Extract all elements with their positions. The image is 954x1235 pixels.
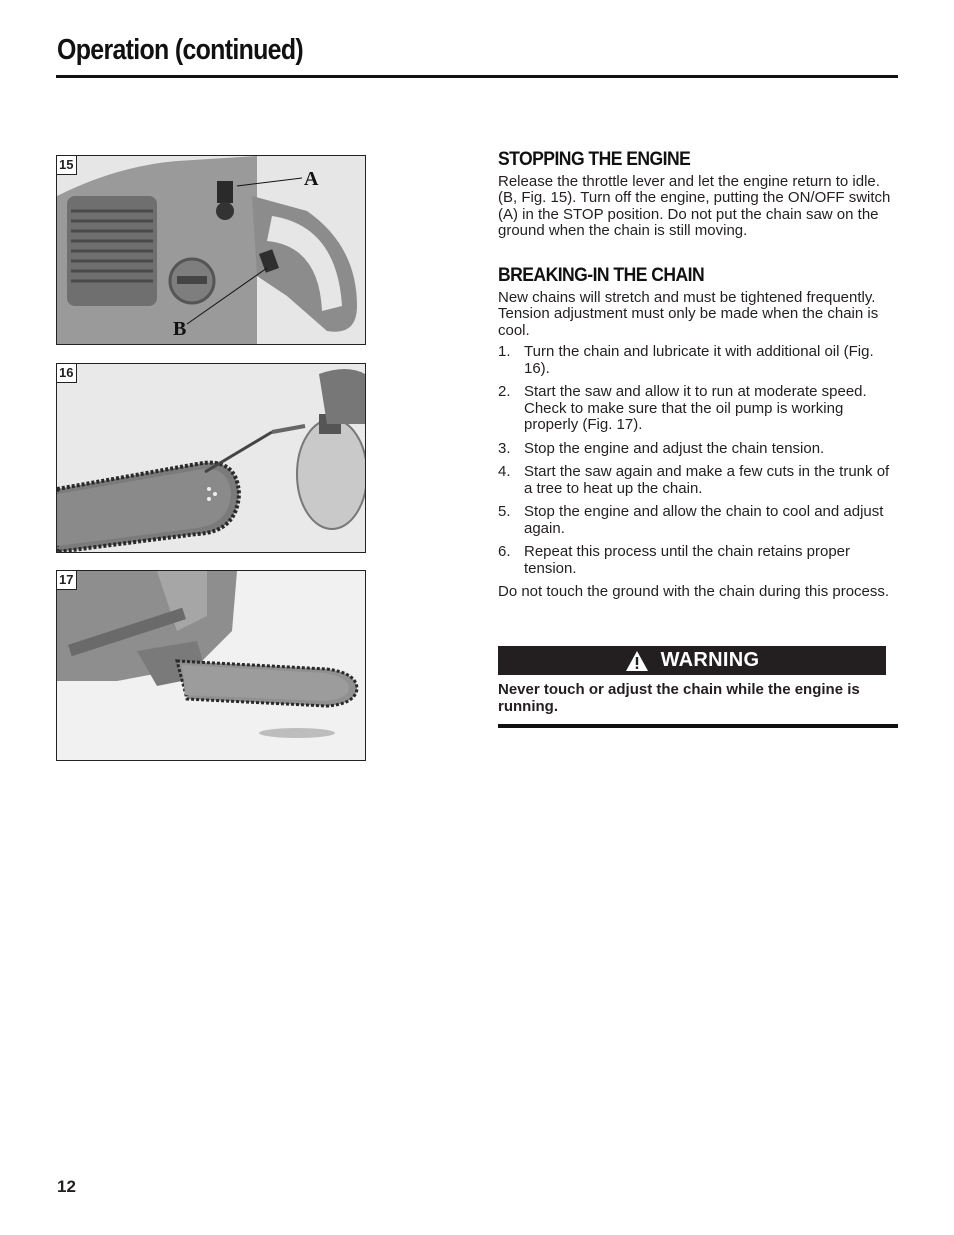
- warning-text: Never touch or adjust the chain while the engine is running.: [498, 681, 860, 715]
- figure-16: [56, 363, 366, 553]
- step-number: 1.: [498, 343, 511, 360]
- list-item: [498, 544, 900, 577]
- step-number: 6.: [498, 543, 511, 560]
- list-item: [498, 384, 900, 434]
- warning-triangle-icon: [625, 650, 649, 672]
- list-item: [498, 344, 900, 377]
- step-text: Stop the engine and allow the chain to cool and adjust again.: [524, 503, 884, 537]
- page-title: Operation (continued): [57, 34, 304, 66]
- title-rule: [56, 75, 898, 78]
- chainsaw-switch-illustration: [57, 156, 365, 344]
- figure-number: 16: [57, 364, 77, 383]
- stopping-section: [498, 148, 900, 240]
- stopping-body: Release the throttle lever and let the engine return to idle. (B, Fig. 15). Turn off the engine, putting the ON/OFF switch (A) in the STOP position. Do not put the chain saw on the ground when the chain is still moving.: [498, 172, 891, 239]
- step-number: 3.: [498, 439, 511, 457]
- step-number: 2.: [498, 383, 511, 400]
- chainsaw-running-illustration: [57, 571, 365, 760]
- breaking-steps: [498, 344, 900, 577]
- figure-17: [56, 570, 366, 761]
- figure-15: [56, 155, 366, 345]
- list-item: [498, 504, 900, 537]
- step-number: 4.: [498, 463, 511, 480]
- figure-number: 15: [57, 156, 77, 175]
- figure-number: 17: [57, 571, 77, 590]
- step-text: Repeat this process until the chain retains proper tension.: [524, 543, 851, 577]
- warning-banner: [498, 646, 886, 675]
- list-item: [498, 464, 900, 497]
- step-text: Turn the chain and lubricate it with additional oil (Fig. 16).: [524, 343, 874, 377]
- step-text: Start the saw again and make a few cuts in the trunk of a tree to heat up the chain.: [524, 463, 890, 497]
- breaking-section: [498, 264, 900, 601]
- warning-label: WARNING: [660, 649, 760, 671]
- step-text: Stop the engine and adjust the chain tension.: [524, 439, 825, 457]
- breaking-outro: Do not touch the ground with the chain during this process.: [498, 583, 890, 600]
- list-item: [498, 441, 900, 458]
- callout-a: A: [304, 168, 319, 190]
- callout-b: B: [173, 318, 187, 340]
- breaking-intro: New chains will stretch and must be tightened frequently. Tension adjustment must only be made when the chain is cool.: [498, 288, 879, 339]
- section-heading: BREAKING-IN THE CHAIN: [498, 264, 705, 286]
- warning-rule: [498, 724, 898, 728]
- section-heading: STOPPING THE ENGINE: [498, 148, 691, 170]
- step-text: Start the saw and allow it to run at moderate speed. Check to make sure that the oil pump is working properly (Fig. 17).: [524, 383, 867, 433]
- page-number: 12: [57, 1177, 76, 1196]
- step-number: 5.: [498, 503, 511, 520]
- chain-lubrication-illustration: [57, 364, 365, 552]
